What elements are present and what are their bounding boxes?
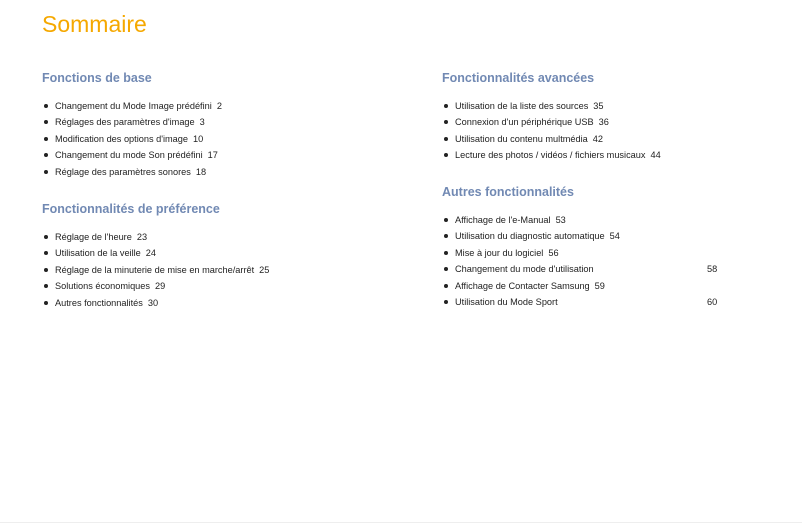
toc-item-label[interactable]: Réglage de la minuterie de mise en marche/arrêt — [55, 264, 255, 275]
toc-item[interactable] — [42, 131, 222, 147]
bullet-icon — [44, 268, 48, 272]
toc-item[interactable] — [442, 212, 620, 228]
toc-item-page[interactable]: 36 — [598, 117, 609, 128]
toc-item[interactable] — [42, 278, 269, 294]
bullet-icon — [444, 120, 448, 124]
toc-item-page[interactable]: 44 — [650, 150, 661, 161]
toc-item[interactable] — [42, 295, 269, 311]
toc-item[interactable] — [442, 147, 661, 163]
toc-item-label[interactable]: Utilisation de la liste des sources — [455, 101, 589, 111]
toc-item[interactable] — [42, 164, 222, 180]
toc-item-page[interactable]: 35 — [593, 101, 604, 111]
toc-item-page[interactable]: 56 — [548, 247, 559, 258]
toc-item-page[interactable]: 2 — [216, 101, 222, 111]
toc-item-label[interactable]: Changement du Mode Image prédéfini — [55, 101, 212, 111]
section-advanced-functions — [442, 70, 661, 164]
toc-item[interactable] — [442, 245, 620, 261]
toc-item-page[interactable]: 23 — [136, 232, 148, 242]
toc-item[interactable] — [42, 114, 222, 130]
toc-item-label[interactable]: Affichage de l'e-Manual — [455, 215, 551, 225]
bullet-icon — [44, 137, 48, 141]
toc-item-page[interactable]: 10 — [193, 133, 204, 144]
toc-item[interactable] — [442, 98, 661, 114]
toc-item-page[interactable]: 59 — [594, 280, 605, 291]
toc-item-label[interactable]: Changement du mode d'utilisation — [455, 264, 594, 275]
toc-item-label[interactable]: Changement du mode Son prédéfini — [55, 150, 203, 161]
section-other-functions — [442, 184, 718, 310]
toc-item-label[interactable]: Réglages des paramètres d'image — [55, 117, 195, 128]
bullet-icon — [444, 218, 448, 222]
toc-item-page[interactable]: 58 — [707, 264, 718, 275]
toc-item[interactable] — [442, 294, 718, 310]
toc-item-label[interactable]: Utilisation du contenu multmédia — [455, 133, 588, 144]
toc-item-page[interactable]: 42 — [592, 133, 604, 144]
bullet-icon — [444, 267, 448, 271]
toc-item-label[interactable]: Lecture des photos / vidéos / fichiers musicaux — [455, 150, 646, 161]
toc-item-label[interactable]: Connexion d'un périphérique USB — [455, 117, 594, 128]
toc-item-label[interactable]: Utilisation de la veille — [55, 248, 141, 259]
toc-item-page[interactable]: 30 — [147, 297, 159, 308]
section-heading: Fonctionnalités de préférence — [42, 202, 220, 216]
footer-divider — [0, 522, 802, 523]
bullet-icon — [444, 234, 448, 238]
toc-item-page[interactable]: 24 — [145, 248, 157, 259]
bullet-icon — [444, 284, 448, 288]
toc-item-page[interactable]: 18 — [195, 166, 207, 177]
toc-item-page[interactable]: 25 — [259, 264, 270, 275]
bullet-icon — [44, 104, 48, 108]
toc-item-label[interactable]: Modification des options d'image — [55, 133, 189, 144]
toc-item[interactable] — [442, 131, 661, 147]
toc-item[interactable] — [42, 147, 222, 163]
section-basic-functions — [42, 70, 222, 180]
bullet-icon — [444, 251, 448, 255]
toc-item-label[interactable]: Utilisation du diagnostic automatique — [455, 231, 605, 242]
toc-item-label[interactable]: Utilisation du Mode Sport — [455, 297, 558, 308]
bullet-icon — [444, 300, 448, 304]
section-heading: Fonctionnalités avancées — [442, 71, 595, 85]
bullet-icon — [44, 120, 48, 124]
toc-item-label[interactable]: Autres fonctionnalités — [55, 297, 143, 308]
toc-item-label[interactable]: Réglage des paramètres sonores — [55, 166, 191, 177]
section-preference-functions — [42, 201, 269, 311]
toc-item[interactable] — [42, 229, 269, 245]
toc-item-page[interactable]: 53 — [555, 215, 566, 225]
toc-item-page[interactable]: 60 — [707, 297, 718, 308]
toc-item-page[interactable]: 54 — [609, 231, 620, 242]
bullet-icon — [44, 170, 48, 174]
bullet-icon — [444, 137, 448, 141]
toc-item-label[interactable]: Solutions économiques — [55, 281, 150, 292]
toc-item[interactable] — [442, 278, 620, 294]
bullet-icon — [44, 284, 48, 288]
toc-item-page[interactable]: 3 — [199, 117, 205, 128]
toc-item-label[interactable]: Mise à jour du logiciel — [455, 247, 544, 258]
section-heading: Autres fonctionnalités — [442, 185, 574, 199]
toc-item[interactable] — [442, 228, 620, 244]
toc-item[interactable] — [42, 98, 222, 114]
toc-item-label[interactable]: Affichage de Contacter Samsung — [455, 280, 590, 291]
toc-item[interactable] — [442, 114, 661, 130]
page-title: Sommaire — [42, 11, 147, 37]
toc-item[interactable] — [42, 262, 269, 278]
bullet-icon — [44, 301, 48, 305]
toc-item[interactable] — [42, 245, 269, 261]
bullet-icon — [44, 251, 48, 255]
bullet-icon — [44, 153, 48, 157]
toc-item-page[interactable]: 29 — [155, 281, 166, 292]
toc-item-label[interactable]: Réglage de l'heure — [55, 232, 132, 242]
toc-item[interactable] — [442, 261, 718, 277]
bullet-icon — [444, 153, 448, 157]
bullet-icon — [44, 235, 48, 239]
toc-item-page[interactable]: 17 — [207, 150, 218, 161]
bullet-icon — [444, 104, 448, 108]
section-heading: Fonctions de base — [42, 71, 152, 85]
